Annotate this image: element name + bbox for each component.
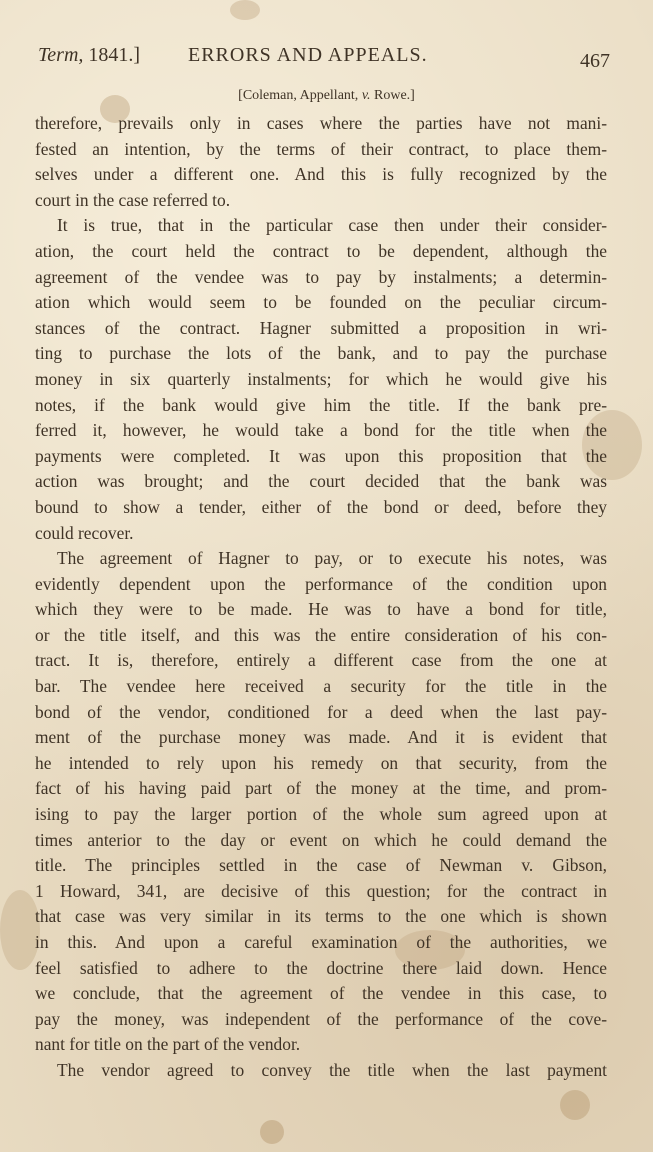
text-line: ferred it, however, he would take a bond for the title when the [35,420,607,441]
text-line: action was brought; and the court decided that the bank was [35,471,607,492]
text-line: ment of the purchase money was made. And it is evident that [35,727,607,748]
text-line: bound to show a tender, either of the bond or deed, before they [35,496,607,517]
foxing-stain [260,1120,284,1144]
text-line: It is true, that in the particular case then under their consider- [57,215,607,236]
text-line: ation, the court held the contract to be dependent, although the [35,240,607,261]
text-line: The agreement of Hagner to pay, or to execute his notes, was [57,548,607,569]
text-line: The vendor agreed to convey the title when the last payment [57,1059,607,1080]
foxing-stain [0,890,40,970]
text-line: bond of the vendor, conditioned for a deed when the last pay- [35,701,607,722]
text-line: fact of his having paid part of the money at the time, and prom- [35,778,607,799]
header-term: Term, [38,44,84,66]
text-line: or the title itself, and this was the entire consideration of his con- [35,624,607,645]
text-line: ation which would seem to be founded on the peculiar circum- [35,292,607,313]
text-line: therefore, prevails only in cases where the parties have not mani- [35,113,607,133]
text-line: we conclude, that the agreement of the vendee in this case, to [35,983,607,1004]
text-line: 1 Howard, 341, are decisive of this question; for the contract in [35,880,607,901]
text-line: feel satisfied to adhere to the doctrine there laid down. Hence [35,957,607,978]
text-line: selves under a different one. And this is fully recognized by the [35,164,607,185]
text-line: times anterior to the day or event on which he could demand the [35,829,607,850]
text-line: that case was very similar in its terms to the one which is shown [35,906,607,927]
text-line: tract. It is, therefore, entirely a different case from the one at [35,650,607,671]
text-line: court in the case referred to. [35,189,231,210]
case-header: [Coleman, Appellant, v. Rowe.] [238,88,415,103]
text-line: payments were completed. It was upon this proposition that the [35,445,607,466]
text-line: pay the money, was independent of the performance of the cove- [35,1008,607,1029]
text-line: fested an intention, by the terms of their contract, to place them- [35,138,607,159]
text-line: which they were to be made. He was to have a bond for title, [35,599,607,620]
text-line: notes, if the bank would give him the title. If the bank pre- [35,394,607,415]
foxing-stain [560,1090,590,1120]
header-year: 1841.] [88,44,141,66]
text-line: in this. And upon a careful examination of the authorities, we [35,932,607,952]
text-line: he intended to rely upon his remedy on that security, from the [35,752,607,773]
text-line: ising to pay the larger portion of the whole sum agreed upon at [35,804,607,825]
text-line: agreement of the vendee was to pay by instalments; a determin- [35,266,607,287]
text-line: money in six quarterly instalments; for which he would give his [35,368,607,389]
text-line: stances of the contract. Hagner submitted a proposition in wri- [35,317,607,338]
text-line: could recover. [35,522,134,543]
text-line: nant for title on the part of the vendor. [35,1034,301,1055]
foxing-stain [230,0,260,20]
header-title: ERRORS AND APPEALS. [188,44,428,66]
page-number: 467 [580,50,610,72]
running-header [38,44,610,74]
text-line: evidently dependent upon the performance of the condition upon [35,573,607,594]
page-body-text [35,111,607,1084]
text-line: bar. The vendee here received a security for the title in the [35,676,607,697]
text-line: ting to purchase the lots of the bank, and to pay the purchase [35,343,607,364]
text-line: title. The principles settled in the case of Newman v. Gibson, [35,855,607,876]
